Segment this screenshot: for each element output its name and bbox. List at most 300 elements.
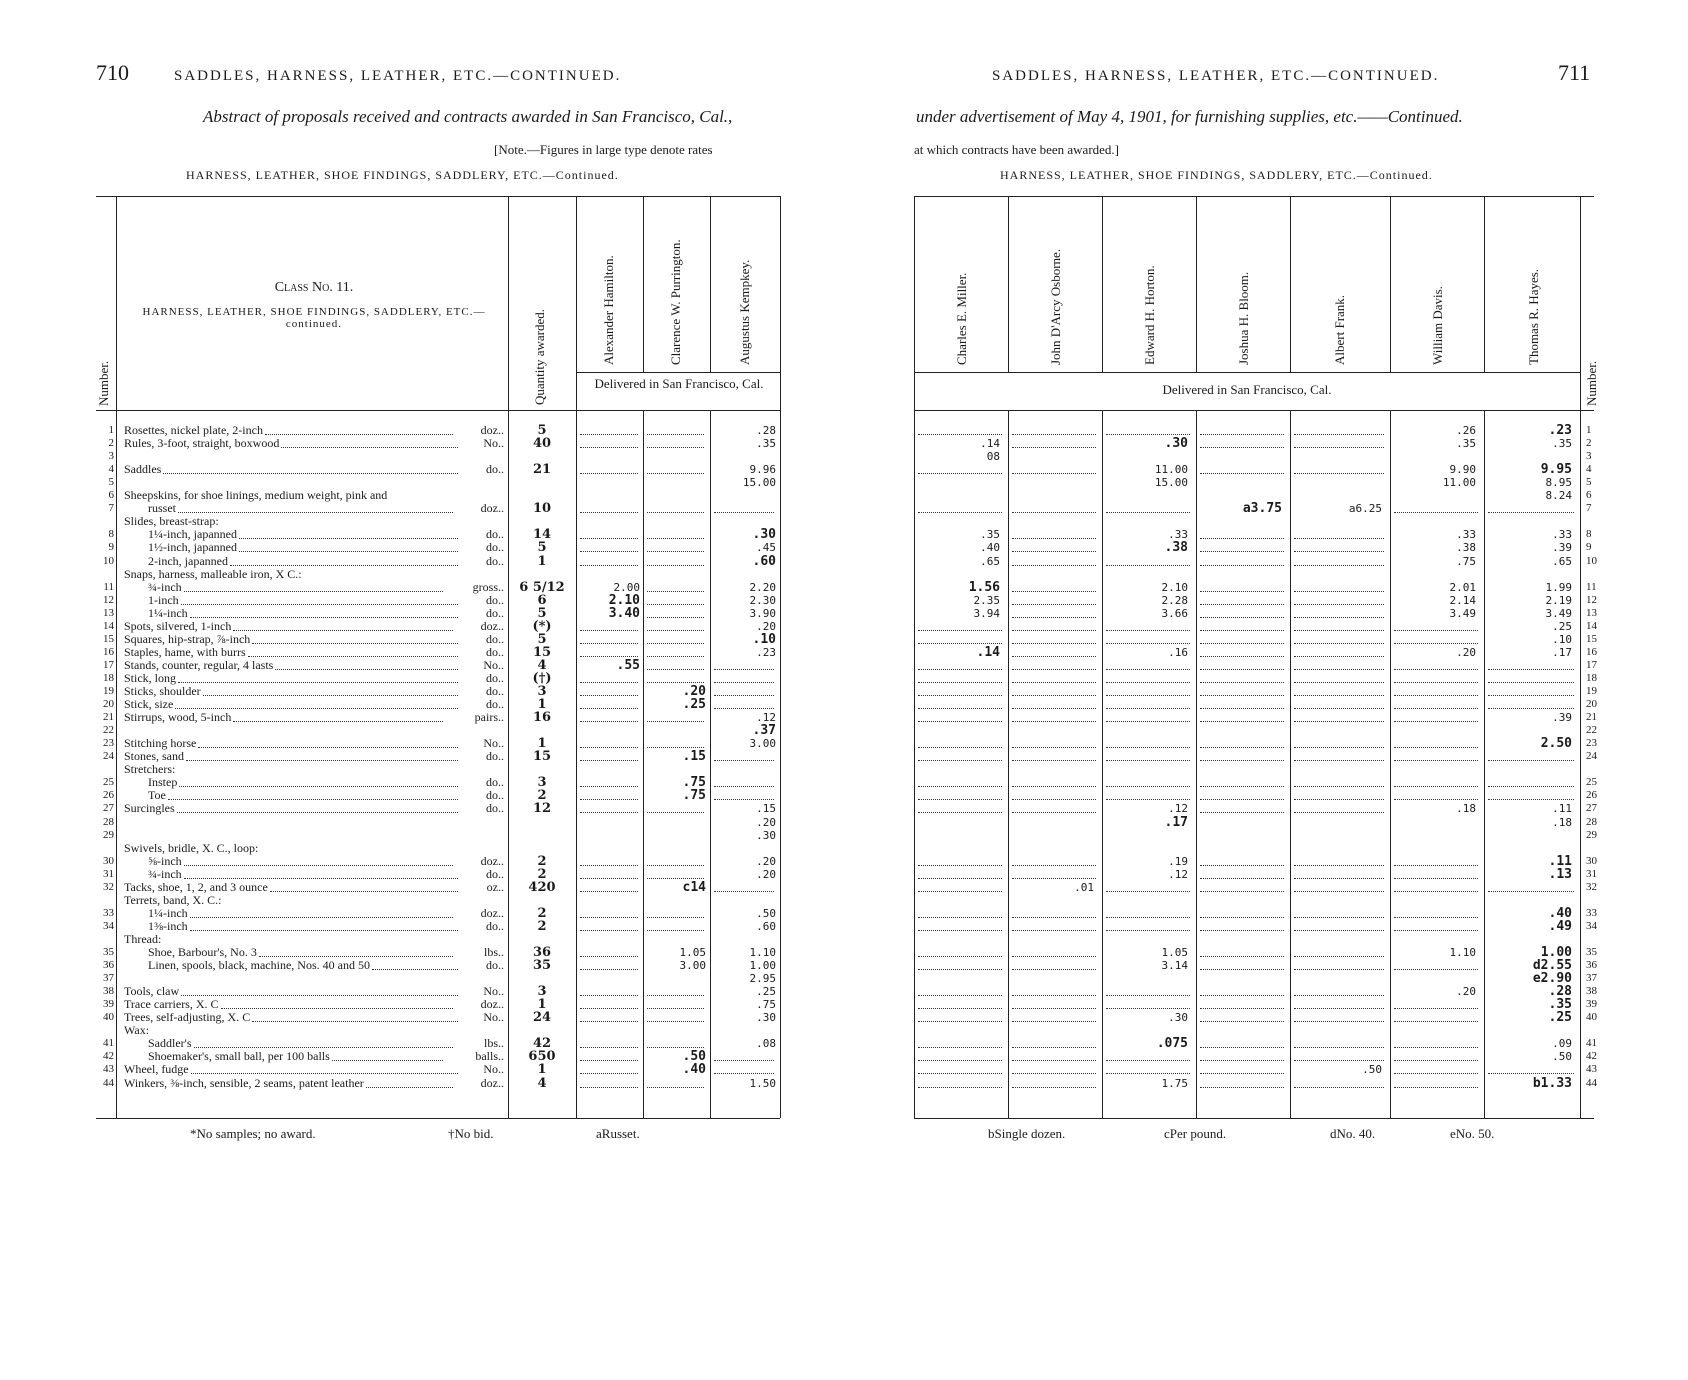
empty-bid-dots <box>1294 643 1384 657</box>
row-number: 16 <box>1586 645 1597 658</box>
quantity-awarded: 1 <box>537 1062 547 1078</box>
footnote-per-pound: cPer pound. <box>1164 1126 1227 1141</box>
row-number: 22 <box>103 724 114 737</box>
empty-bid-dots <box>1012 695 1096 709</box>
empty-bid-dots <box>1200 591 1284 605</box>
row-number: 2 <box>108 437 114 450</box>
bid-value: .075 <box>1156 1036 1188 1052</box>
row-number: 18 <box>103 671 114 684</box>
empty-bid-dots <box>1488 499 1574 513</box>
quantity-awarded: 4 <box>537 1075 547 1091</box>
row-number: 25 <box>103 776 114 789</box>
item-description: russet <box>148 501 176 516</box>
leader-dots <box>198 734 458 748</box>
row-number: 32 <box>1586 880 1597 893</box>
leader-dots <box>186 747 458 761</box>
leader-dots <box>190 604 458 618</box>
empty-bid-dots <box>1294 552 1384 566</box>
leader-dots <box>175 695 458 709</box>
right-section-title: HARNESS, LEATHER, SHOE FINDINGS, SADDLERY, ETC.—Continued. <box>1000 168 1433 182</box>
empty-bid-dots <box>1200 878 1284 892</box>
bid-value: .14 <box>980 437 1000 451</box>
item-unit: do.. <box>486 775 504 790</box>
quantity-awarded: 12 <box>532 801 552 817</box>
right-running-head: SADDLES, HARNESS, LEATHER, ETC.—CONTINUED. <box>992 68 1440 84</box>
empty-bid-dots <box>1488 747 1574 761</box>
empty-bid-dots <box>1294 617 1384 631</box>
quantity-awarded: 1 <box>537 997 547 1013</box>
item-unit: do.. <box>486 670 504 685</box>
row-number: 40 <box>103 1011 114 1024</box>
empty-bid-dots <box>1106 878 1190 892</box>
bid-value: .35 <box>1456 437 1476 451</box>
empty-bid-dots <box>1294 943 1384 957</box>
bid-value: .35 <box>756 437 776 451</box>
empty-bid-dots <box>918 1034 1002 1048</box>
item-description: Linen, spools, black, machine, Nos. 40 and 50 <box>148 958 370 973</box>
empty-bid-dots <box>1488 695 1574 709</box>
empty-bid-dots <box>1012 708 1096 722</box>
leader-dots <box>239 525 458 539</box>
row-number: 26 <box>103 789 114 802</box>
leader-dots <box>184 578 443 592</box>
empty-bid-dots <box>1012 786 1096 800</box>
bid-value: .50 <box>682 1049 706 1065</box>
leader-dots <box>239 538 458 552</box>
empty-bid-dots <box>1012 1008 1096 1022</box>
item-description: 1¼-inch <box>148 605 188 620</box>
row-number: 41 <box>103 1037 114 1050</box>
empty-bid-dots <box>1394 708 1478 722</box>
empty-bid-dots <box>1200 852 1284 866</box>
bid-value: .35 <box>980 528 1000 542</box>
empty-bid-dots <box>1106 708 1190 722</box>
item-unit: lbs.. <box>483 945 504 959</box>
empty-bid-dots <box>1200 1034 1284 1048</box>
empty-bid-dots <box>1488 682 1574 696</box>
empty-bid-dots <box>1394 656 1478 670</box>
empty-bid-dots <box>1294 1008 1384 1022</box>
empty-bid-dots <box>1012 747 1096 761</box>
bid-value: .75 <box>682 788 706 804</box>
bid-value: 3.49 <box>1545 606 1572 620</box>
leader-dots <box>372 956 458 970</box>
quantity-awarded: 2 <box>537 788 547 804</box>
bid-value: 2.50 <box>1540 736 1572 752</box>
bid-value: .35 <box>1552 437 1572 451</box>
empty-bid-dots <box>580 669 638 683</box>
bid-value: .28 <box>756 424 776 437</box>
bid-value: 2.00 <box>613 580 640 594</box>
row-number: 1 <box>108 424 114 436</box>
item-unit: No.. <box>483 984 504 999</box>
empty-bid-dots <box>1488 773 1574 787</box>
empty-bid-dots <box>918 656 1002 670</box>
leader-dots <box>248 643 458 657</box>
empty-bid-dots <box>1106 552 1190 566</box>
bid-value: .14 <box>976 644 1000 660</box>
row-number: 1 <box>1586 424 1592 436</box>
leader-dots <box>168 786 458 800</box>
empty-bid-dots <box>714 499 774 513</box>
empty-bid-dots <box>918 669 1002 683</box>
row-number: 41 <box>1586 1037 1597 1050</box>
bid-value: 2.35 <box>973 593 1000 607</box>
bid-value: .50 <box>756 906 776 920</box>
row-number: 28 <box>103 815 114 828</box>
empty-bid-dots <box>1106 982 1190 996</box>
empty-bid-dots <box>1012 630 1096 644</box>
row-number: 44 <box>1586 1076 1597 1089</box>
empty-bid-dots <box>1012 943 1096 957</box>
row-number: 32 <box>103 880 114 893</box>
item-description: ⅝-inch <box>148 853 182 868</box>
empty-bid-dots <box>1012 995 1096 1009</box>
empty-bid-dots <box>1200 669 1284 683</box>
bid-value: 11.00 <box>1154 463 1188 477</box>
item-description: Saddles <box>124 462 162 477</box>
empty-bid-dots <box>1106 773 1190 787</box>
item-description: Winkers, ⅜-inch, sensible, 2 seams, patent leather <box>124 1075 364 1090</box>
empty-bid-dots <box>647 917 704 931</box>
empty-bid-dots <box>647 1008 704 1022</box>
bid-value: 1.10 <box>749 946 776 959</box>
leader-dots <box>184 852 453 866</box>
bid-value: a3.75 <box>1242 501 1282 517</box>
bid-value: .37 <box>752 723 776 739</box>
empty-bid-dots <box>1200 604 1284 618</box>
bid-value: 3.00 <box>679 959 706 973</box>
bid-value: .11 <box>1548 853 1572 869</box>
empty-bid-dots <box>918 852 1002 866</box>
bid-value: .39 <box>1552 541 1572 555</box>
item-unit: No.. <box>483 657 504 672</box>
empty-bid-dots <box>918 799 1002 813</box>
bid-value: .23 <box>1548 423 1572 438</box>
row-number: 13 <box>103 606 114 619</box>
empty-bid-dots <box>1294 421 1384 435</box>
empty-bid-dots <box>918 904 1002 918</box>
empty-bid-dots <box>1200 682 1284 696</box>
bid-value: .12 <box>756 711 776 725</box>
quantity-awarded: 5 <box>537 540 547 556</box>
item-description: Wheel, fudge <box>124 1062 189 1077</box>
empty-bid-dots <box>580 734 638 748</box>
quantity-awarded: 650 <box>528 1049 556 1065</box>
empty-bid-dots <box>647 578 704 592</box>
empty-bid-dots <box>1294 995 1384 1009</box>
bid-value: 9.96 <box>749 463 776 477</box>
empty-bid-dots <box>1200 578 1284 592</box>
empty-bid-dots <box>714 747 774 761</box>
row-number: 15 <box>103 632 114 645</box>
empty-bid-dots <box>1294 538 1384 552</box>
empty-bid-dots <box>918 917 1002 931</box>
row-number: 2 <box>1586 437 1592 450</box>
row-number: 6 <box>1586 489 1592 502</box>
empty-bid-dots <box>1488 656 1574 670</box>
empty-bid-dots <box>1294 604 1384 618</box>
bid-value: 1.10 <box>1449 946 1476 959</box>
bid-value: 2.10 <box>608 592 640 608</box>
empty-bid-dots <box>1200 982 1284 996</box>
item-description: Terrets, band, X. C.: <box>124 892 222 907</box>
bid-value: 1.99 <box>1545 580 1572 594</box>
quantity-awarded: 24 <box>532 1010 552 1026</box>
row-number: 14 <box>103 619 114 632</box>
empty-bid-dots <box>1106 499 1190 513</box>
quantity-awarded: (*) <box>532 618 552 634</box>
row-number: 23 <box>103 737 114 750</box>
empty-bid-dots <box>1012 956 1096 970</box>
empty-bid-dots <box>580 747 638 761</box>
row-number: 9 <box>1586 541 1592 554</box>
bidder-purrington: Clarence W. Purrington. <box>668 239 683 365</box>
empty-bid-dots <box>1106 1047 1190 1061</box>
empty-bid-dots <box>647 591 704 605</box>
item-description: Sheepskins, for shoe linings, medium weight, pink and <box>124 488 388 503</box>
quantity-awarded: 5 <box>537 631 547 647</box>
row-number: 11 <box>1586 580 1597 593</box>
empty-bid-dots <box>918 982 1002 996</box>
quantity-awarded: 5 <box>537 423 547 438</box>
empty-bid-dots <box>1294 695 1384 709</box>
item-unit: doz.. <box>480 618 504 633</box>
empty-bid-dots <box>647 421 704 435</box>
empty-bid-dots <box>1106 917 1190 931</box>
empty-bid-dots <box>1106 630 1190 644</box>
quantity-awarded: 1 <box>537 553 547 569</box>
empty-bid-dots <box>714 682 774 696</box>
empty-bid-dots <box>1106 747 1190 761</box>
empty-bid-dots <box>1200 656 1284 670</box>
empty-bid-dots <box>647 669 704 683</box>
item-description: Stitching horse <box>124 736 197 751</box>
item-description: 1⅜-inch <box>148 918 188 933</box>
bid-value: 8.95 <box>1545 476 1572 490</box>
row-number: 17 <box>103 658 114 671</box>
leader-dots <box>178 499 453 513</box>
leader-dots <box>179 773 458 787</box>
empty-bid-dots <box>1200 434 1284 448</box>
empty-bid-dots <box>1012 904 1096 918</box>
empty-bid-dots <box>1200 956 1284 970</box>
empty-bid-dots <box>1012 434 1096 448</box>
empty-bid-dots <box>1106 904 1190 918</box>
row-number: 31 <box>103 867 114 880</box>
empty-bid-dots <box>647 734 704 748</box>
row-number: 37 <box>1586 972 1597 985</box>
empty-bid-dots <box>1200 865 1284 879</box>
empty-bid-dots <box>918 878 1002 892</box>
quantity-awarded: 10 <box>532 501 552 517</box>
empty-bid-dots <box>1012 591 1096 605</box>
empty-bid-dots <box>580 1060 638 1074</box>
bid-value: b1.33 <box>1532 1075 1572 1091</box>
bid-value: .08 <box>756 1037 776 1051</box>
item-description: Tacks, shoe, 1, 2, and 3 ounce <box>124 879 268 894</box>
row-number: 19 <box>1586 685 1597 697</box>
empty-bid-dots <box>1106 734 1190 748</box>
empty-bid-dots <box>647 799 704 813</box>
empty-bid-dots <box>1394 1060 1478 1074</box>
bidder-kempkey: Augustus Kempkey. <box>737 259 752 365</box>
bid-value: .30 <box>752 527 776 543</box>
item-unit: lbs.. <box>483 1036 504 1051</box>
empty-bid-dots <box>1394 734 1478 748</box>
empty-bid-dots <box>647 604 704 618</box>
empty-bid-dots <box>580 904 638 918</box>
item-unit: oz.. <box>486 879 504 894</box>
item-description: Trees, self-adjusting, X. C <box>124 1010 251 1025</box>
empty-bid-dots <box>1106 682 1190 696</box>
empty-bid-dots <box>580 434 638 448</box>
bid-value: .28 <box>1548 984 1572 1000</box>
empty-bid-dots <box>918 747 1002 761</box>
empty-bid-dots <box>1294 630 1384 644</box>
item-description: Surcingles <box>124 801 175 816</box>
bid-value: .17 <box>1552 645 1572 659</box>
leader-dots <box>194 1034 454 1048</box>
row-number: 27 <box>103 802 114 815</box>
empty-bid-dots <box>1106 1060 1190 1074</box>
row-number: 25 <box>1586 776 1597 789</box>
row-number: 27 <box>1586 802 1597 815</box>
leader-dots <box>233 708 443 722</box>
empty-bid-dots <box>1294 747 1384 761</box>
bid-value: .40 <box>980 541 1000 555</box>
item-description: Shoemaker's, small ball, per 100 balls <box>148 1049 330 1064</box>
bid-value: .20 <box>1456 645 1476 659</box>
bid-value: 1.56 <box>968 579 1000 595</box>
empty-bid-dots <box>1012 682 1096 696</box>
bid-value: 3.49 <box>1449 606 1476 620</box>
empty-bid-dots <box>1488 786 1574 800</box>
item-unit: do.. <box>486 866 504 881</box>
row-number: 12 <box>1586 593 1597 606</box>
bid-value: 2.95 <box>749 972 776 986</box>
row-number: 22 <box>1586 724 1597 737</box>
empty-bid-dots <box>1294 904 1384 918</box>
right-note: at which contracts have been awarded.] <box>914 142 1120 157</box>
bidder-osborne: John D'Arcy Osborne. <box>1048 248 1063 365</box>
row-number: 15 <box>1586 632 1597 645</box>
empty-bid-dots <box>1294 773 1384 787</box>
bid-value: .13 <box>1548 866 1572 882</box>
bid-value: a6.25 <box>1348 502 1382 516</box>
empty-bid-dots <box>1394 995 1478 1009</box>
row-number: 7 <box>108 502 114 515</box>
bid-value: .15 <box>682 749 706 765</box>
quantity-awarded: 36 <box>532 945 552 960</box>
empty-bid-dots <box>918 1074 1002 1088</box>
leader-dots <box>184 865 458 879</box>
class-title: Class No. 11. <box>274 280 354 295</box>
empty-bid-dots <box>918 630 1002 644</box>
empty-bid-dots <box>647 656 704 670</box>
leader-dots <box>275 656 458 670</box>
row-number: 24 <box>1586 750 1597 763</box>
empty-bid-dots <box>714 695 774 709</box>
bid-value: .25 <box>1548 1010 1572 1026</box>
row-number: 20 <box>103 698 114 711</box>
item-unit: do.. <box>486 553 504 568</box>
leader-dots <box>270 878 458 892</box>
row-number: 4 <box>108 463 114 476</box>
item-unit: do.. <box>486 644 504 659</box>
empty-bid-dots <box>580 852 638 866</box>
bid-value: 2.10 <box>1161 580 1188 594</box>
bid-value: .30 <box>1164 436 1188 452</box>
leader-dots <box>190 917 458 931</box>
empty-bid-dots <box>1200 747 1284 761</box>
bid-value: 2.19 <box>1545 593 1572 607</box>
empty-bid-dots <box>1294 460 1384 474</box>
bid-value: .33 <box>1168 528 1188 542</box>
bid-value: .25 <box>1552 619 1572 633</box>
empty-bid-dots <box>1012 525 1096 539</box>
empty-bid-dots <box>1012 734 1096 748</box>
empty-bid-dots <box>1106 656 1190 670</box>
item-unit: No.. <box>483 736 504 751</box>
empty-bid-dots <box>580 682 638 696</box>
empty-bid-dots <box>580 943 638 957</box>
item-unit: pairs.. <box>474 710 504 725</box>
row-number: 21 <box>1586 711 1597 724</box>
leader-dots <box>265 421 453 435</box>
empty-bid-dots <box>1200 695 1284 709</box>
empty-bid-dots <box>1200 643 1284 657</box>
empty-bid-dots <box>647 982 704 996</box>
quantity-awarded: 6 <box>537 592 547 608</box>
footnote-no-bid: †No bid. <box>448 1126 494 1141</box>
item-description: Rosettes, nickel plate, 2-inch <box>124 423 263 437</box>
bid-value: .50 <box>1362 1063 1382 1077</box>
empty-bid-dots <box>918 1047 1002 1061</box>
empty-bid-dots <box>580 421 638 435</box>
empty-bid-dots <box>1394 904 1478 918</box>
row-number: 35 <box>1586 946 1597 958</box>
empty-bid-dots <box>1106 617 1190 631</box>
empty-bid-dots <box>647 904 704 918</box>
row-number: 17 <box>1586 658 1597 671</box>
empty-bid-dots <box>1106 669 1190 683</box>
empty-bid-dots <box>714 786 774 800</box>
empty-bid-dots <box>1294 917 1384 931</box>
bid-value: .20 <box>1456 985 1476 999</box>
empty-bid-dots <box>918 734 1002 748</box>
empty-bid-dots <box>918 499 1002 513</box>
row-number: 36 <box>103 959 114 972</box>
empty-bid-dots <box>918 460 1002 474</box>
empty-bid-dots <box>1012 656 1096 670</box>
row-number: 40 <box>1586 1011 1597 1024</box>
row-number: 42 <box>1586 1050 1597 1063</box>
item-description: Stick, long <box>124 670 177 685</box>
empty-bid-dots <box>1394 773 1478 787</box>
empty-bid-dots <box>1012 578 1096 592</box>
item-unit: gross.. <box>472 579 504 594</box>
empty-bid-dots <box>1200 630 1284 644</box>
bid-value: .18 <box>1456 802 1476 816</box>
quantity-awarded: 3 <box>537 684 547 699</box>
right-number-header: Number. <box>1584 360 1599 406</box>
item-description: Wax: <box>124 1023 150 1038</box>
empty-bid-dots <box>1200 552 1284 566</box>
item-description: Slides, breast-strap: <box>124 514 219 529</box>
quantity-header: Quantity awarded. <box>532 308 547 405</box>
empty-bid-dots <box>918 786 1002 800</box>
